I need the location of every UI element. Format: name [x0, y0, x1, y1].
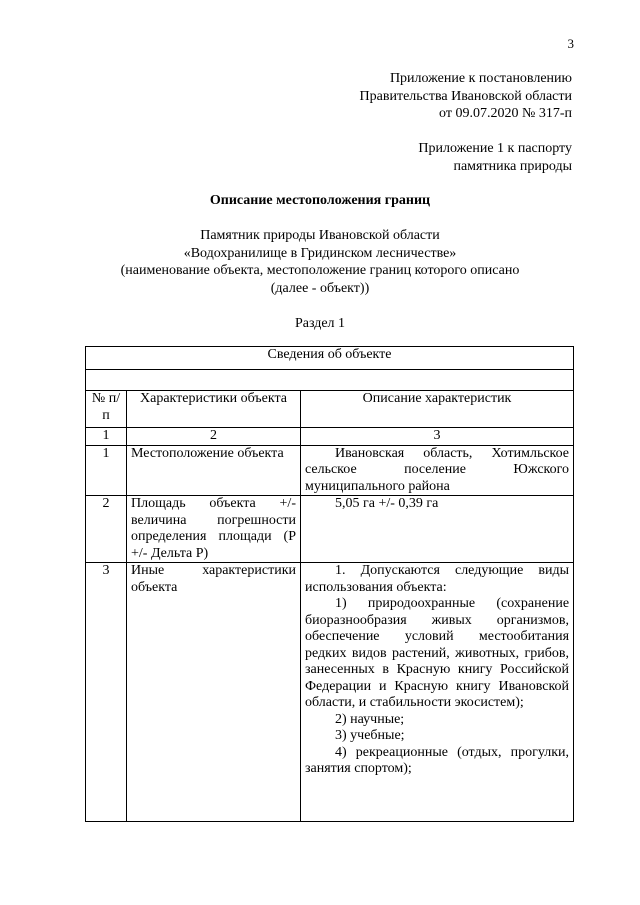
- row-characteristic: Иные характеристики объекта: [127, 563, 301, 822]
- row-description: [301, 496, 574, 563]
- object-line: (наименование объекта, местоположение границ которого описано: [120, 263, 520, 278]
- appendix-passport: [418, 140, 572, 175]
- description-paragraph: 2) научные;: [335, 711, 405, 727]
- object-description: [0, 227, 640, 297]
- col-number: 1: [86, 428, 127, 446]
- description-paragraph: Ивановская область, Хотимльское сельское поселение Южского муниципального района: [305, 445, 570, 494]
- col-number: 3: [301, 428, 574, 446]
- appendix-line: от 09.07.2020 № 317-п: [439, 106, 572, 121]
- object-info-table: [85, 346, 574, 822]
- row-characteristic: Площадь объекта +/- величина погрешности определения площади (P +/- Дельта P): [127, 496, 301, 563]
- document-title: Описание местоположения границ: [209, 193, 431, 208]
- section-title: Раздел 1: [294, 316, 346, 331]
- object-line: Памятник природы Ивановской области: [200, 228, 440, 243]
- appendix-header: [360, 70, 572, 123]
- table-row: [86, 563, 574, 822]
- object-line: (далее - объект)): [270, 280, 370, 296]
- row-number: 3: [86, 563, 127, 822]
- appendix-line: памятника природы: [453, 158, 572, 174]
- description-paragraph: 1. Допускаются следующие виды использования объекта:: [305, 563, 570, 595]
- description-paragraph: 5,05 га +/- 0,39 га: [335, 496, 439, 511]
- object-line: «Водохранилище в Гридинском лесничестве»: [183, 245, 457, 261]
- col-number: 2: [127, 428, 301, 446]
- header-description: Описание характеристик: [301, 391, 574, 428]
- description-paragraph: 1) природоохранные (сохранение биоразнообразия живых организмов, обеспечение условий местообитания редких видов растений, животных, грибов, занесенных в Красную книгу Российской Федерации и Красную книгу Ивановской области, и стабильности экосистем);: [305, 596, 570, 710]
- table-row: [86, 445, 574, 496]
- table-caption: Сведения об объекте: [86, 347, 574, 370]
- row-number: 2: [86, 496, 127, 563]
- header-num: № п/п: [86, 391, 127, 428]
- appendix-line: Приложение к постановлению: [389, 71, 572, 86]
- row-characteristic: Местоположение объекта: [127, 445, 301, 496]
- row-description: [301, 445, 574, 496]
- appendix-line: Приложение 1 к паспорту: [418, 141, 572, 156]
- table-row: [86, 496, 574, 563]
- table-empty-row: [86, 370, 574, 391]
- row-description: [301, 563, 574, 822]
- header-characteristic: Характеристики объекта: [127, 391, 301, 428]
- row-number: 1: [86, 445, 127, 496]
- description-paragraph: 4) рекреационные (отдых, прогулки, занятия спортом);: [305, 744, 570, 776]
- description-paragraph: 3) учебные;: [335, 728, 405, 743]
- page-number: 3: [567, 36, 574, 51]
- appendix-line: Правительства Ивановской области: [359, 88, 572, 104]
